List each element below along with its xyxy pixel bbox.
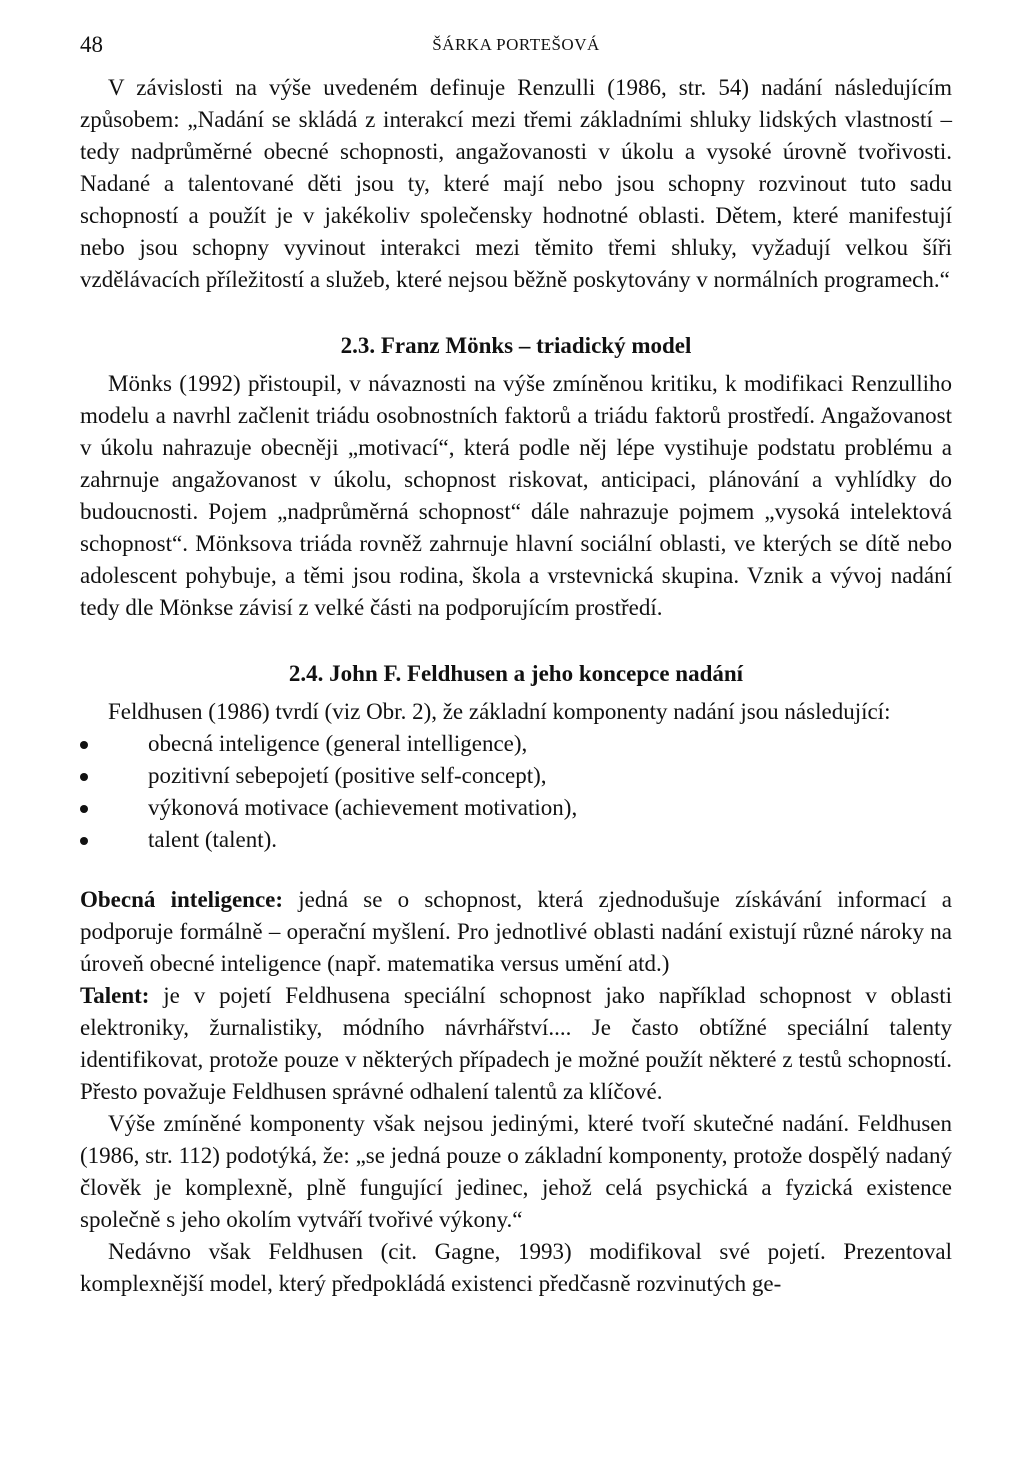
document-page	[80, 32, 952, 1300]
section-2-4-lead: Feldhusen (1986) tvrdí (viz Obr. 2), že základní komponenty nadání jsou následující:	[108, 699, 891, 724]
bullet-icon	[80, 741, 88, 749]
term-general-intelligence: Obecná inteligence:	[80, 887, 284, 912]
talent-paragraph	[80, 980, 952, 1108]
recent-model-paragraph: Nedávno však Feldhusen (cit. Gagne, 1993) modifikoval své pojetí. Prezentoval komplexnější model, který předpokládá existenci předčasně rozvinutých ge-	[80, 1239, 952, 1296]
section-heading-2-3: 2.3. Franz Mönks – triadický model	[340, 333, 692, 358]
intro-paragraph: V závislosti na výše uvedeném definuje Renzulli (1986, str. 54) nadání následujícím způsobem: „Nadání se skládá z interakcí mezi třemi základními shluky lidských vlastností – tedy nadprůměrné obecné schopnosti, angažovanosti v úkolu a vysoké úrovně tvořivosti. Nadané a talentované děti jsou ty, které mají nebo jsou schopny rozvinout tuto sadu schopností a použít je v jakékoliv společensky hodnotné oblasti. Dětem, které manifestují nebo jsou schopny vyvinout interakci mezi těmito třemi shluky, vyžadují velkou šíři vzdělávacích příležitostí a služeb, které nejsou běžně poskytovány v normálních programech.“	[80, 75, 952, 292]
components-paragraph: Výše zmíněné komponenty však nejsou jedinými, které tvoří skutečné nadání. Feldhusen (1986, str. 112) podotýká, že: „se jedná pouze o základní komponenty, protože dospělý nadaný člověk je komplexně, plně fungující jedinec, jehož celá psychická a fyzická existence společně s jeho okolím vytváří tvořivé výkony.“	[80, 1111, 952, 1232]
term-talent: Talent:	[80, 983, 150, 1008]
list-item-text: obecná inteligence (general intelligence),	[148, 731, 528, 756]
component-list	[80, 728, 952, 856]
list-item-text: talent (talent).	[148, 827, 277, 852]
talent-text: je v pojetí Feldhusena speciální schopnost jako například schopnost v oblasti elektroniky, žurnalistiky, módního návrhářství.... Je často obtížné speciální talenty identifikovat, protože pouze v některých případech je možné použít některé z testů schopností. Přesto považuje Feldhusen správné odhalení talentů za klíčové.	[80, 983, 952, 1104]
section-2-3-paragraph: Mönks (1992) přistoupil, v návaznosti na výše zmíněnou kritiku, k modifikaci Renzulliho modelu a navrhl začlenit triádu osobnostních faktorů a triádu faktorů prostředí. Angažovanost v úkolu nahrazuje obecněji „motivací“, která podle něj lépe vystihuje podstatu problému a zahrnuje angažovanost v úkolu, schopnost riskovat, anticipaci, plánování a vyhlídky do budoucnosti. Pojem „nadprůměrná schopnost“ dále nahrazuje pojmem „vysoká intelektová schopnost“. Mönksova triáda rovněž zahrnuje hlavní sociální oblasti, ve kterých se dítě nebo adolescent pohybuje, a těmi jsou rodina, škola a vrstevnická skupina. Vznik a vývoj nadání tedy dle Mönkse závisí z velké části na podporujícím prostředí.	[80, 371, 952, 620]
general-intelligence-paragraph	[80, 884, 952, 980]
running-header	[80, 32, 952, 72]
section-heading-2-4: 2.4. John F. Feldhusen a jeho koncepce nadání	[288, 661, 744, 686]
list-item	[80, 728, 952, 760]
bullet-icon	[80, 773, 88, 781]
list-item-text: výkonová motivace (achievement motivation),	[148, 795, 578, 820]
list-item	[80, 824, 952, 856]
list-item	[80, 792, 952, 824]
bullet-icon	[80, 837, 88, 845]
running-title: ŠÁRKA PORTEŠOVÁ	[432, 35, 600, 54]
page-number: 48	[80, 32, 103, 57]
list-item-text: pozitivní sebepojetí (positive self-concept),	[148, 763, 547, 788]
bullet-icon	[80, 805, 88, 813]
list-item	[80, 760, 952, 792]
general-intelligence-text: jedná se o schopnost, která zjednodušuje získávání informací a podporuje formálně – operační myšlení. Pro jednotlivé oblasti nadání existují různé nároky na úroveň obecné inteligence (např. matematika versus umění atd.)	[80, 887, 952, 976]
